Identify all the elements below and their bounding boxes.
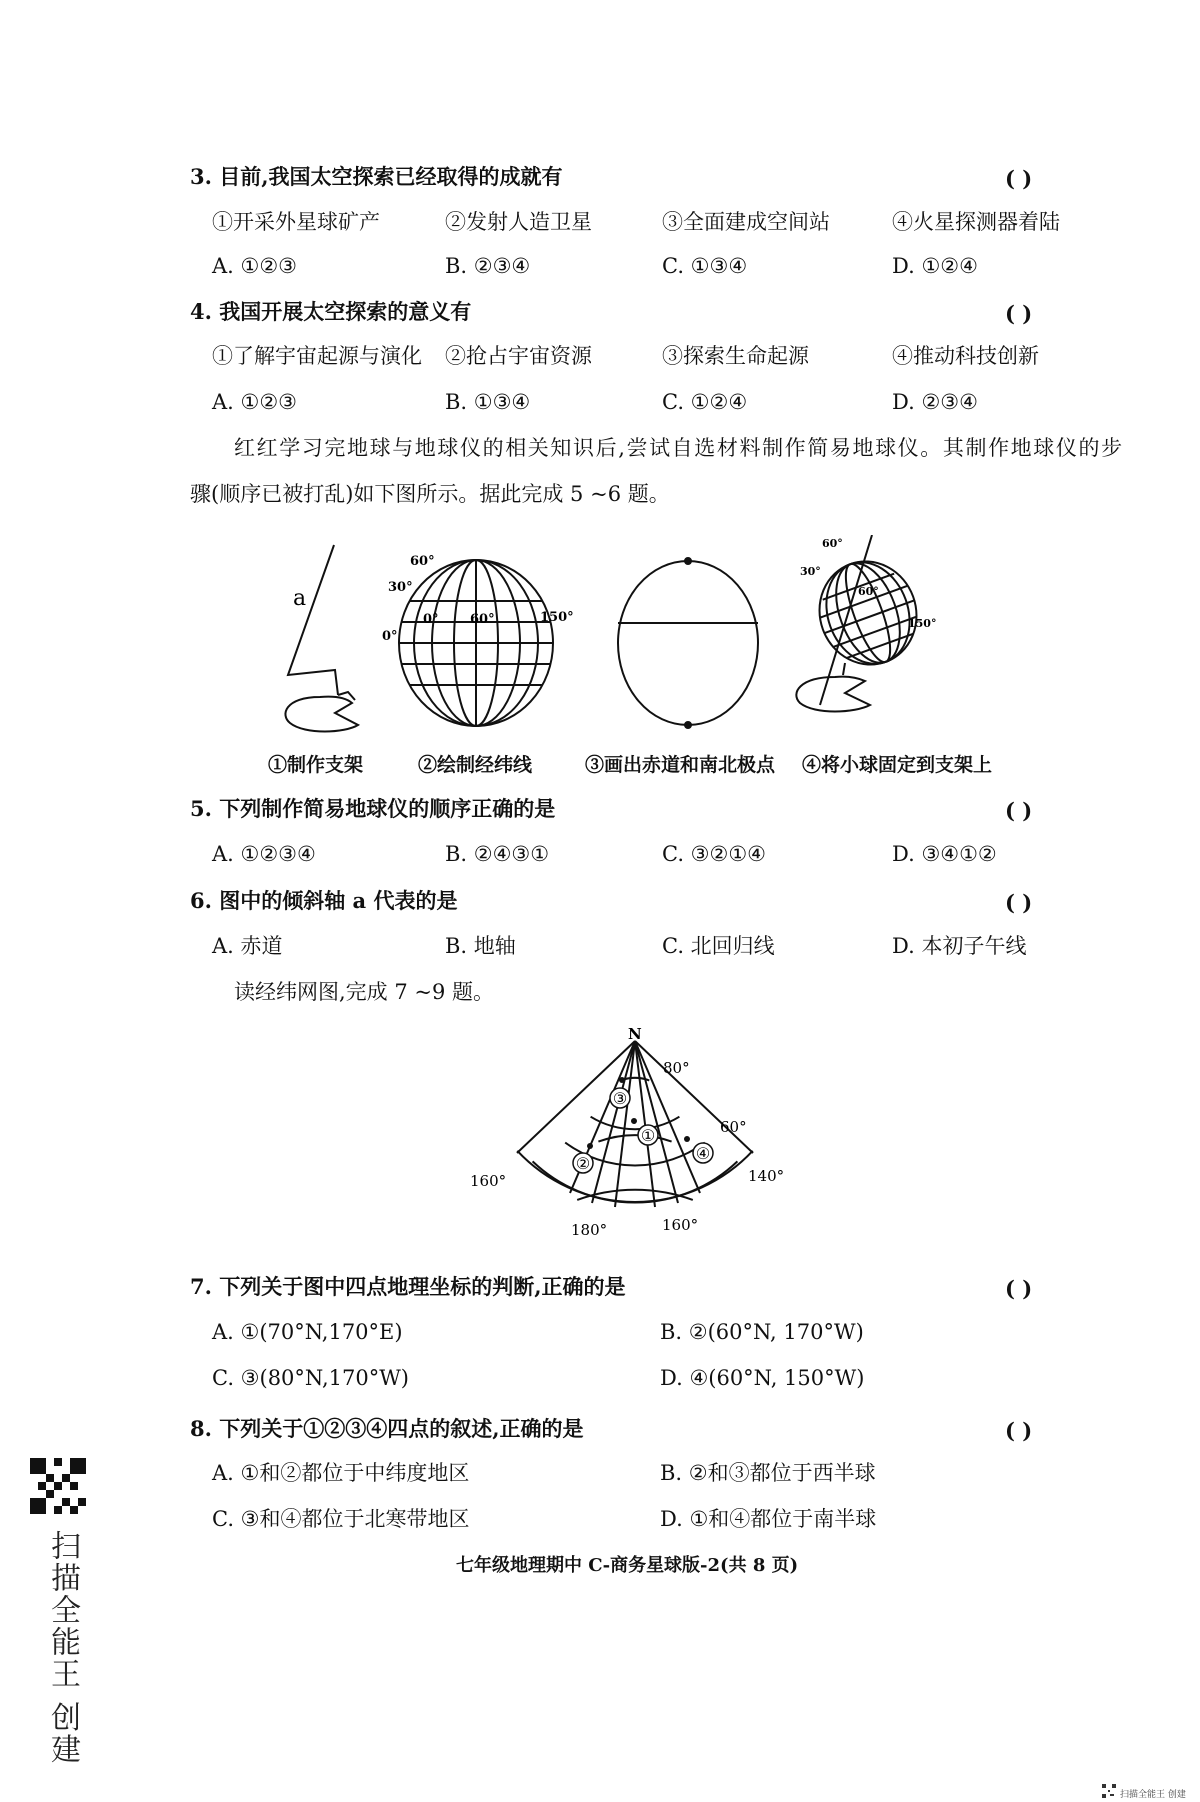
- q8-option-a: A. ①和②都位于中纬度地区: [212, 1461, 470, 1485]
- q5-stem: 5. 下列制作简易地球仪的顺序正确的是: [190, 796, 556, 821]
- q8-answer-bracket: ( ): [1005, 1418, 1033, 1443]
- q3-stem: 3. 目前,我国太空探索已经取得的成就有: [190, 164, 563, 189]
- q7-answer-bracket: ( ): [1005, 1276, 1033, 1301]
- intro-5-6-line-1: 红红学习完地球与地球仪的相关知识后,尝试自选材料制作简易地球仪。其制作地球仪的步: [234, 436, 1124, 460]
- q3-item-2: ②发射人造卫星: [445, 210, 592, 234]
- q4-option-c: C. ①②④: [662, 390, 748, 414]
- grid-point-4: ④: [695, 1144, 711, 1163]
- q3-option-b: B. ②③④: [445, 254, 531, 278]
- g4-lon-60: 60°: [858, 585, 879, 598]
- q5-option-c: C. ③②①④: [662, 842, 766, 866]
- intro-5-6-line-2: 骤(顺序已被打乱)如下图所示。据此完成 5 ~6 题。: [190, 482, 670, 506]
- caption-step-4: ④将小球固定到支架上: [802, 754, 993, 776]
- q4-option-b: B. ①③④: [445, 390, 531, 414]
- q7-option-c: C. ③(80°N,170°W): [212, 1366, 409, 1390]
- q8-option-c: C. ③和④都位于北寒带地区: [212, 1507, 470, 1531]
- q3-option-d: D. ①②④: [892, 254, 978, 278]
- q3-answer-bracket: ( ): [1005, 166, 1033, 191]
- q6-option-c: C. 北回归线: [662, 934, 775, 958]
- g2-lat-0: 0°: [382, 629, 398, 644]
- corner-watermark-text: 扫描全能王 创建: [1120, 1790, 1186, 1800]
- q4-option-a: A. ①②③: [212, 390, 297, 414]
- g2-lat-30: 30°: [388, 580, 413, 595]
- g2-lon-60: 60°: [470, 612, 495, 627]
- q4-item-1: ①了解宇宙起源与演化: [212, 344, 422, 368]
- caption-step-2: ②绘制经纬线: [418, 754, 533, 776]
- q5-option-a: A. ①②③④: [212, 842, 316, 866]
- grid-lon-160-bottom: 160°: [662, 1216, 699, 1234]
- intro-7-9: 读经纬网图,完成 7 ~9 题。: [234, 980, 495, 1004]
- q6-stem: 6. 图中的倾斜轴 a 代表的是: [190, 888, 458, 913]
- q4-item-2: ②抢占宇宙资源: [445, 344, 592, 368]
- equator-poles-globe: [618, 558, 758, 728]
- q3-option-c: C. ①③④: [662, 254, 748, 278]
- axis-a-label: a: [293, 586, 307, 611]
- stand-diagram: [285, 545, 358, 732]
- grid-lat-80: 80°: [663, 1059, 690, 1077]
- q7-option-d: D. ④(60°N, 150°W): [660, 1366, 865, 1390]
- q7-stem: 7. 下列关于图中四点地理坐标的判断,正确的是: [190, 1274, 626, 1299]
- q3-item-3: ③全面建成空间站: [662, 210, 830, 234]
- q8-option-d: D. ①和④都位于南半球: [660, 1507, 877, 1531]
- q6-option-d: D. 本初子午线: [892, 934, 1027, 958]
- q8-stem: 8. 下列关于①②③④四点的叙述,正确的是: [190, 1416, 584, 1441]
- q8-option-b: B. ②和③都位于西半球: [660, 1461, 876, 1485]
- grid-north-label: N: [628, 1025, 642, 1043]
- caption-step-1: ①制作支架: [268, 754, 364, 776]
- grid-lon-180: 180°: [571, 1221, 608, 1239]
- g2-lon-0: 0°: [423, 612, 439, 627]
- q3-item-1: ①开采外星球矿产: [212, 210, 380, 234]
- q4-answer-bracket: ( ): [1005, 301, 1033, 326]
- q5-option-d: D. ③④①②: [892, 842, 997, 866]
- g4-lon-150: 150°: [908, 617, 937, 630]
- q5-answer-bracket: ( ): [1005, 798, 1033, 823]
- q3-item-4: ④火星探测器着陆: [892, 210, 1060, 234]
- globe-making-figure: [260, 535, 980, 750]
- grid-point-1: ①: [640, 1126, 656, 1145]
- q4-item-4: ④推动科技创新: [892, 344, 1039, 368]
- grid-lat-60: 60°: [720, 1118, 747, 1136]
- q7-option-a: A. ①(70°N,170°E): [212, 1320, 403, 1344]
- graticule-globe: [399, 560, 553, 726]
- grid-lon-160-left: 160°: [470, 1172, 507, 1190]
- lat-lon-grid-figure: [470, 1025, 800, 1250]
- q3-option-a: A. ①②③: [212, 254, 297, 278]
- caption-step-3: ③画出赤道和南北极点: [585, 754, 776, 776]
- grid-lon-140: 140°: [748, 1167, 785, 1185]
- grid-point-3: ③: [612, 1089, 628, 1108]
- q7-option-b: B. ②(60°N, 170°W): [660, 1320, 864, 1344]
- grid-point-2: ②: [575, 1154, 591, 1173]
- g4-lat-30: 30°: [800, 565, 821, 578]
- page-footer: 七年级地理期中 C-商务星球版-2(共 8 页): [456, 1555, 799, 1576]
- q4-option-d: D. ②③④: [892, 390, 978, 414]
- q5-option-b: B. ②④③①: [445, 842, 550, 866]
- g2-lat-60: 60°: [410, 554, 435, 569]
- qr-code-icon: [30, 1458, 86, 1514]
- corner-qr-icon: [1102, 1784, 1116, 1798]
- q6-option-a: A. 赤道: [212, 934, 283, 958]
- g2-lon-150: 150°: [540, 610, 574, 625]
- q4-stem: 4. 我国开展太空探索的意义有: [190, 299, 472, 324]
- q6-option-b: B. 地轴: [445, 934, 516, 958]
- side-watermark-text: 扫描全能王 创建: [45, 1530, 80, 1766]
- g4-lat-60: 60°: [822, 537, 843, 550]
- q6-answer-bracket: ( ): [1005, 890, 1033, 915]
- q4-item-3: ③探索生命起源: [662, 344, 809, 368]
